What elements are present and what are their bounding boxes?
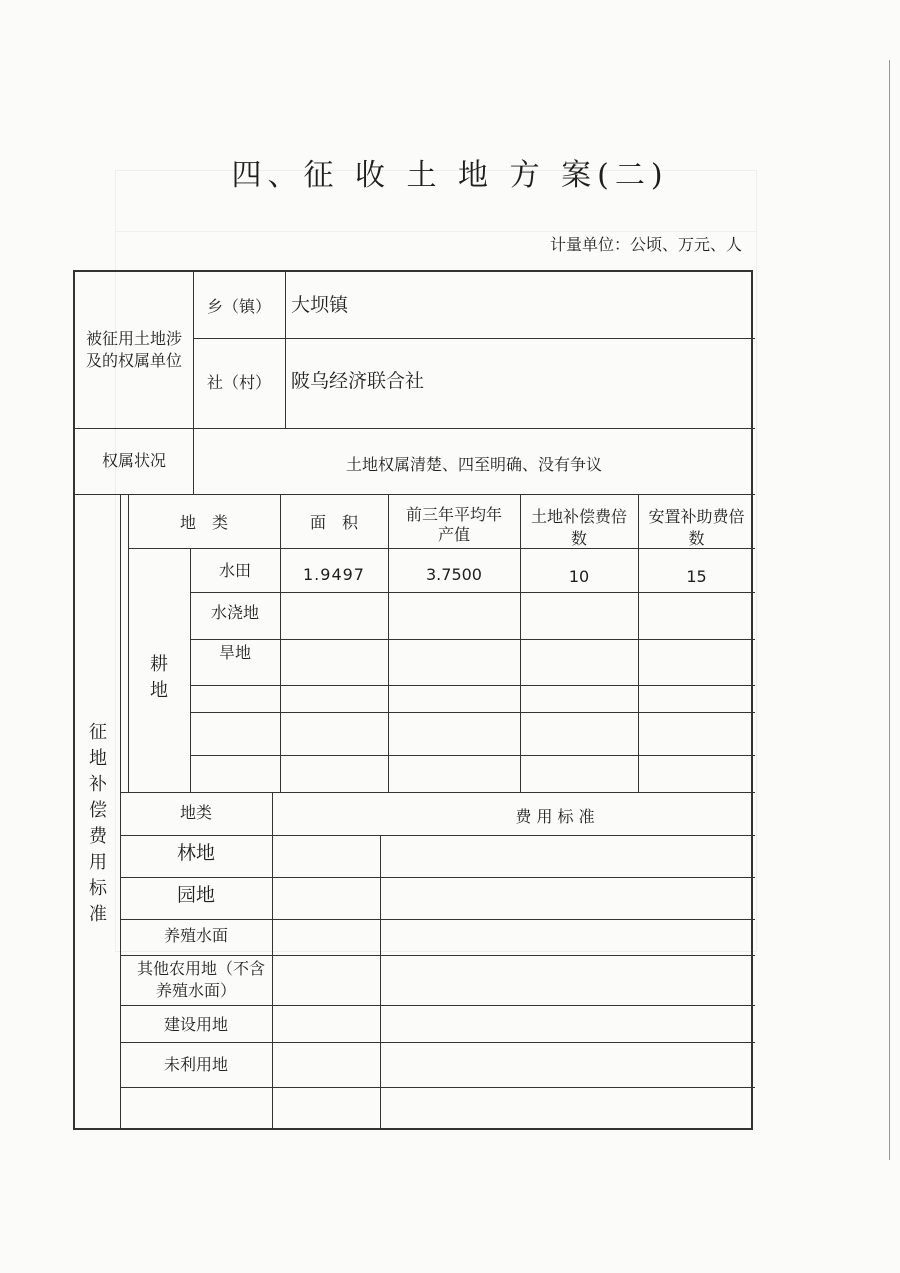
rule-other-2 [120, 919, 755, 920]
ownership-label-line1: 被征用土地涉 [85, 329, 182, 348]
header-resettle-line1: 安置补助费倍 [648, 507, 745, 526]
header-output-line2: 产值 [437, 525, 470, 544]
measurement-unit: 计量单位：公顷、万元、人 [549, 235, 742, 254]
town-label: 乡（镇） [206, 297, 271, 316]
rule-town-village [193, 338, 755, 339]
rule-other-3 [120, 955, 755, 956]
page-title: 四、征 收 土 地 方 案(二) [231, 158, 669, 193]
other-row-other-farm-line1: 其他农用地（不含 [136, 959, 265, 978]
rule-after-ownership [75, 428, 755, 429]
compensation-side-label: 征地补偿费用标准 [89, 722, 107, 925]
rule-comp [520, 494, 521, 792]
rule-ownership-field [285, 272, 286, 428]
rule-farm-1 [190, 592, 755, 593]
rule-other-5 [120, 1042, 755, 1043]
rule-farm-type [190, 548, 191, 792]
farm-row-3-type: 旱地 [218, 643, 251, 662]
farm-row-1-comp: 10 [568, 567, 590, 586]
rule-farm-5 [190, 755, 755, 756]
rule-farm-end [120, 792, 755, 793]
rule-ownership-label [193, 272, 194, 428]
rule-status-label [193, 428, 194, 494]
rule-area [280, 494, 281, 792]
rule-farm-4 [190, 712, 755, 713]
header-land-type: 地 类 [179, 513, 228, 532]
rule-farm-2 [190, 639, 755, 640]
other-row-orchard: 园地 [176, 884, 215, 906]
header-comp-line1: 土地补偿费倍 [530, 507, 627, 526]
other-row-forest: 林地 [176, 842, 215, 864]
header-comp-line2: 数 [570, 529, 587, 548]
header-output-line1: 前三年平均年 [405, 505, 502, 524]
farm-row-1-output: 3.7500 [426, 565, 482, 584]
rule-after-status [75, 494, 755, 495]
rule-resettle [638, 494, 639, 792]
other-row-other-farm-line2: 养殖水面） [155, 981, 236, 1000]
rule-other-header [120, 835, 755, 836]
header-resettle-line2: 数 [688, 529, 705, 548]
rule-other-1 [120, 877, 755, 878]
rule-farmland-label [128, 494, 129, 792]
farm-row-2-type: 水浇地 [210, 603, 259, 622]
other-header-standard: 费 用 标 准 [515, 807, 595, 826]
other-header-type: 地类 [179, 803, 212, 822]
village-label: 社（村） [206, 373, 271, 392]
other-row-aquaculture: 养殖水面 [163, 926, 228, 945]
ownership-label-line2: 及的权属单位 [85, 351, 182, 370]
rule-output [388, 494, 389, 792]
farmland-label: 耕地 [150, 654, 168, 701]
farm-row-1-resettle: 15 [686, 567, 707, 586]
rule-farm-3 [190, 685, 755, 686]
status-label: 权属状况 [101, 451, 166, 470]
village-value: 陂乌经济联合社 [291, 370, 425, 392]
other-row-unused: 未利用地 [163, 1055, 228, 1074]
page-edge-line [889, 60, 890, 1160]
farm-row-1-type: 水田 [218, 561, 251, 580]
land-acquisition-table [73, 270, 753, 1130]
rule-side-label [120, 494, 121, 1130]
farm-row-1-area: 1.9497 [303, 565, 365, 584]
header-area: 面 积 [309, 513, 358, 532]
rule-other-inner [380, 835, 381, 1130]
rule-other-4 [120, 1005, 755, 1006]
other-row-construction: 建设用地 [163, 1015, 228, 1034]
rule-other-6 [120, 1087, 755, 1088]
town-value: 大坝镇 [291, 294, 349, 316]
status-value: 土地权属清楚、四至明确、没有争议 [345, 455, 602, 474]
